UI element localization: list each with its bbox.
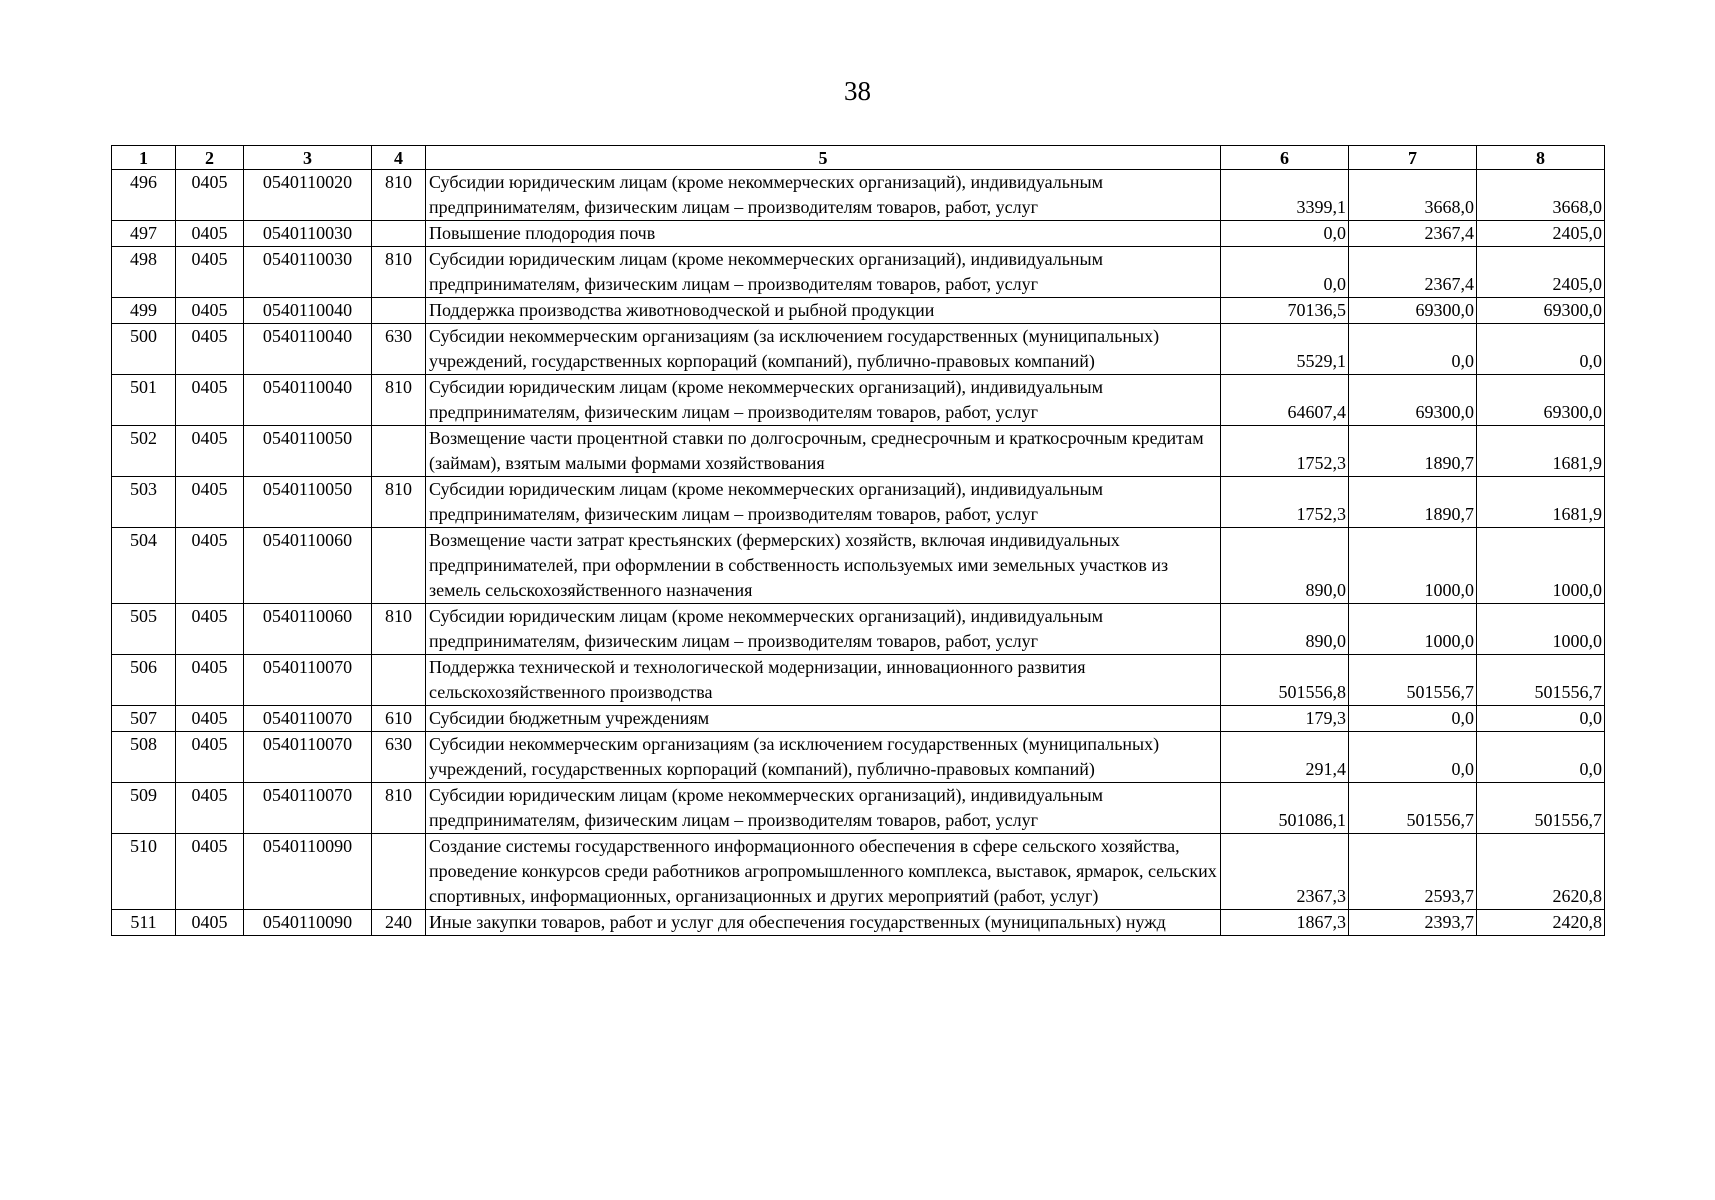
value-col7-cell: 1890,7 [1349,426,1477,477]
row-number-cell: 504 [112,528,176,604]
expense-type-code-cell [372,221,426,247]
description-cell: Возмещение части процентной ставки по долгосрочным, среднесрочным и краткосрочным кредитам (займам), взятым малыми формами хозяйствования [426,426,1221,477]
value-col6-cell: 5529,1 [1221,324,1349,375]
description-cell: Субсидии юридическим лицам (кроме некоммерческих организаций), индивидуальным предпринимателям, физическим лицам – производителям товаров, работ, услуг [426,783,1221,834]
column-header: 2 [176,146,244,170]
table-row [112,604,1605,655]
target-article-code-cell: 0540110060 [244,604,372,655]
section-code-cell: 0405 [176,528,244,604]
value-col6-cell: 2367,3 [1221,834,1349,910]
table-row [112,834,1605,910]
value-col6-cell: 70136,5 [1221,298,1349,324]
row-number-cell: 501 [112,375,176,426]
value-col8-cell: 69300,0 [1477,298,1605,324]
table-row [112,426,1605,477]
value-col6-cell: 64607,4 [1221,375,1349,426]
value-col6-cell: 0,0 [1221,247,1349,298]
section-code-cell: 0405 [176,834,244,910]
row-number-cell: 503 [112,477,176,528]
target-article-code-cell: 0540110050 [244,426,372,477]
value-col8-cell: 3668,0 [1477,170,1605,221]
value-col7-cell: 0,0 [1349,732,1477,783]
table-row [112,170,1605,221]
description-cell: Иные закупки товаров, работ и услуг для обеспечения государственных (муниципальных) нужд [426,910,1221,936]
description-cell: Субсидии юридическим лицам (кроме некоммерческих организаций), индивидуальным предпринимателям, физическим лицам – производителям товаров, работ, услуг [426,604,1221,655]
table-row [112,706,1605,732]
row-number-cell: 502 [112,426,176,477]
section-code-cell: 0405 [176,426,244,477]
value-col8-cell: 1000,0 [1477,528,1605,604]
section-code-cell: 0405 [176,910,244,936]
value-col6-cell: 501086,1 [1221,783,1349,834]
section-code-cell: 0405 [176,247,244,298]
value-col8-cell: 1681,9 [1477,477,1605,528]
value-col7-cell: 501556,7 [1349,655,1477,706]
target-article-code-cell: 0540110050 [244,477,372,528]
value-col7-cell: 69300,0 [1349,298,1477,324]
target-article-code-cell: 0540110020 [244,170,372,221]
value-col7-cell: 3668,0 [1349,170,1477,221]
section-code-cell: 0405 [176,783,244,834]
table-body [112,170,1605,936]
value-col8-cell: 0,0 [1477,706,1605,732]
value-col7-cell: 0,0 [1349,324,1477,375]
section-code-cell: 0405 [176,477,244,528]
value-col7-cell: 1000,0 [1349,528,1477,604]
table-row [112,375,1605,426]
budget-table [111,145,1605,936]
header-row [112,146,1605,170]
expense-type-code-cell: 810 [372,477,426,528]
column-header: 3 [244,146,372,170]
value-col8-cell: 0,0 [1477,324,1605,375]
row-number-cell: 499 [112,298,176,324]
expense-type-code-cell: 630 [372,732,426,783]
expense-type-code-cell [372,298,426,324]
value-col8-cell: 2420,8 [1477,910,1605,936]
description-cell: Субсидии юридическим лицам (кроме некоммерческих организаций), индивидуальным предпринимателям, физическим лицам – производителям товаров, работ, услуг [426,375,1221,426]
value-col7-cell: 69300,0 [1349,375,1477,426]
row-number-cell: 509 [112,783,176,834]
value-col7-cell: 501556,7 [1349,783,1477,834]
expense-type-code-cell [372,426,426,477]
description-cell: Повышение плодородия почв [426,221,1221,247]
value-col8-cell: 501556,7 [1477,655,1605,706]
table-row [112,298,1605,324]
expense-type-code-cell [372,834,426,910]
description-cell: Создание системы государственного информационного обеспечения в сфере сельского хозяйства, проведение конкурсов среди работников агропромышленного комплекса, выставок, ярмарок, сельских спортивных, информационных, организационных и других мероприятий (работ, услуг) [426,834,1221,910]
value-col6-cell: 179,3 [1221,706,1349,732]
value-col8-cell: 0,0 [1477,732,1605,783]
target-article-code-cell: 0540110040 [244,298,372,324]
description-cell: Субсидии некоммерческим организациям (за исключением государственных (муниципальных) учреждений, государственных корпораций (компаний), публично-правовых компаний) [426,324,1221,375]
value-col8-cell: 1000,0 [1477,604,1605,655]
value-col6-cell: 0,0 [1221,221,1349,247]
target-article-code-cell: 0540110070 [244,706,372,732]
section-code-cell: 0405 [176,732,244,783]
section-code-cell: 0405 [176,655,244,706]
target-article-code-cell: 0540110070 [244,783,372,834]
section-code-cell: 0405 [176,375,244,426]
value-col7-cell: 0,0 [1349,706,1477,732]
target-article-code-cell: 0540110070 [244,655,372,706]
description-cell: Поддержка технической и технологической модернизации, инновационного развития сельскохозяйственного производства [426,655,1221,706]
expense-type-code-cell: 810 [372,783,426,834]
expense-type-code-cell [372,655,426,706]
table-row [112,655,1605,706]
column-header: 6 [1221,146,1349,170]
value-col7-cell: 2367,4 [1349,221,1477,247]
row-number-cell: 508 [112,732,176,783]
value-col6-cell: 291,4 [1221,732,1349,783]
expense-type-code-cell: 810 [372,375,426,426]
value-col7-cell: 2393,7 [1349,910,1477,936]
row-number-cell: 497 [112,221,176,247]
value-col7-cell: 2367,4 [1349,247,1477,298]
value-col7-cell: 2593,7 [1349,834,1477,910]
value-col8-cell: 1681,9 [1477,426,1605,477]
column-header: 5 [426,146,1221,170]
target-article-code-cell: 0540110040 [244,375,372,426]
target-article-code-cell: 0540110040 [244,324,372,375]
description-cell: Субсидии юридическим лицам (кроме некоммерческих организаций), индивидуальным предпринимателям, физическим лицам – производителям товаров, работ, услуг [426,477,1221,528]
expense-type-code-cell: 810 [372,170,426,221]
section-code-cell: 0405 [176,706,244,732]
target-article-code-cell: 0540110060 [244,528,372,604]
table-row [112,732,1605,783]
value-col6-cell: 1752,3 [1221,477,1349,528]
value-col8-cell: 69300,0 [1477,375,1605,426]
column-header: 1 [112,146,176,170]
value-col7-cell: 1890,7 [1349,477,1477,528]
description-cell: Возмещение части затрат крестьянских (фермерских) хозяйств, включая индивидуальных предпринимателей, при оформлении в собственность используемых ими земельных участков из земель сельскохозяйственного назначения [426,528,1221,604]
row-number-cell: 498 [112,247,176,298]
description-cell: Субсидии бюджетным учреждениям [426,706,1221,732]
description-cell: Субсидии юридическим лицам (кроме некоммерческих организаций), индивидуальным предпринимателям, физическим лицам – производителям товаров, работ, услуг [426,247,1221,298]
target-article-code-cell: 0540110070 [244,732,372,783]
value-col6-cell: 890,0 [1221,528,1349,604]
expense-type-code-cell [372,528,426,604]
table-row [112,528,1605,604]
row-number-cell: 506 [112,655,176,706]
row-number-cell: 505 [112,604,176,655]
section-code-cell: 0405 [176,604,244,655]
section-code-cell: 0405 [176,298,244,324]
expense-type-code-cell: 810 [372,604,426,655]
row-number-cell: 496 [112,170,176,221]
value-col7-cell: 1000,0 [1349,604,1477,655]
section-code-cell: 0405 [176,170,244,221]
description-cell: Субсидии юридическим лицам (кроме некоммерческих организаций), индивидуальным предпринимателям, физическим лицам – производителям товаров, работ, услуг [426,170,1221,221]
value-col8-cell: 501556,7 [1477,783,1605,834]
description-cell: Поддержка производства животноводческой и рыбной продукции [426,298,1221,324]
value-col6-cell: 3399,1 [1221,170,1349,221]
target-article-code-cell: 0540110090 [244,834,372,910]
table-row [112,324,1605,375]
column-header: 4 [372,146,426,170]
column-header: 8 [1477,146,1605,170]
target-article-code-cell: 0540110090 [244,910,372,936]
row-number-cell: 500 [112,324,176,375]
expense-type-code-cell: 240 [372,910,426,936]
expense-type-code-cell: 630 [372,324,426,375]
target-article-code-cell: 0540110030 [244,221,372,247]
row-number-cell: 510 [112,834,176,910]
section-code-cell: 0405 [176,221,244,247]
section-code-cell: 0405 [176,324,244,375]
target-article-code-cell: 0540110030 [244,247,372,298]
expense-type-code-cell: 810 [372,247,426,298]
table-row [112,477,1605,528]
table-row [112,910,1605,936]
value-col8-cell: 2405,0 [1477,221,1605,247]
description-cell: Субсидии некоммерческим организациям (за исключением государственных (муниципальных) учреждений, государственных корпораций (компаний), публично-правовых компаний) [426,732,1221,783]
value-col6-cell: 501556,8 [1221,655,1349,706]
page-number: 38 [844,76,871,106]
table-row [112,783,1605,834]
value-col6-cell: 1867,3 [1221,910,1349,936]
expense-type-code-cell: 610 [372,706,426,732]
value-col8-cell: 2620,8 [1477,834,1605,910]
value-col8-cell: 2405,0 [1477,247,1605,298]
row-number-cell: 507 [112,706,176,732]
table-row [112,221,1605,247]
column-header: 7 [1349,146,1477,170]
value-col6-cell: 890,0 [1221,604,1349,655]
value-col6-cell: 1752,3 [1221,426,1349,477]
table-row [112,247,1605,298]
row-number-cell: 511 [112,910,176,936]
